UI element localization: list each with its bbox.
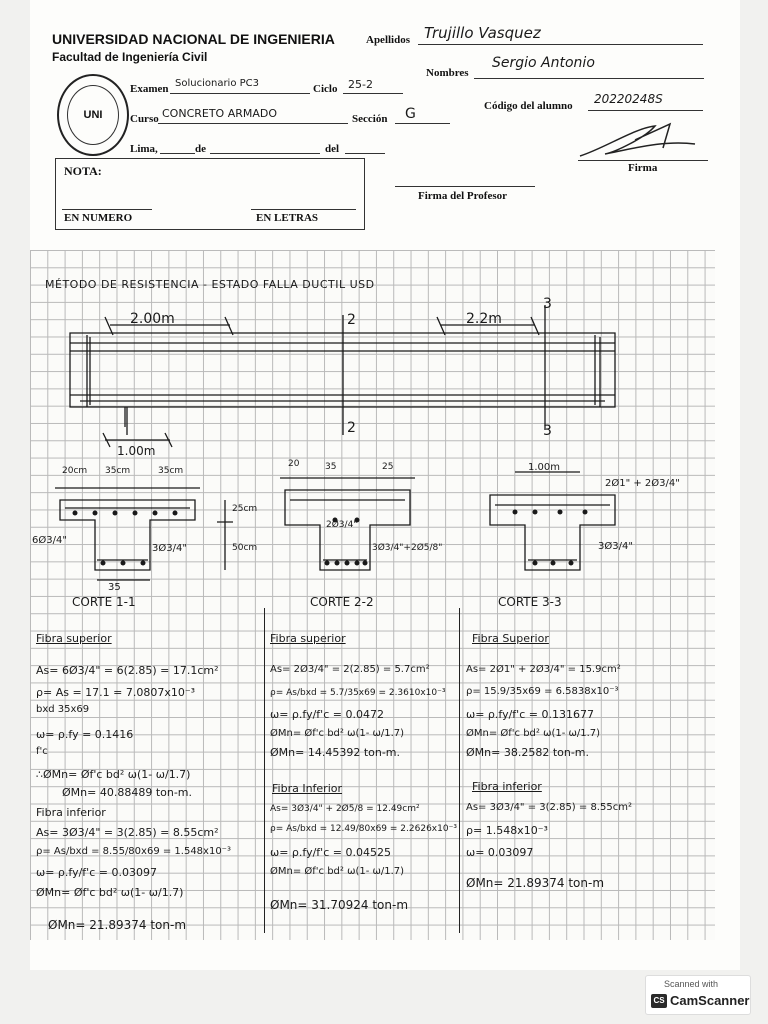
col3-omega: ω= ρ.fy/f'c = 0.131677 [466,708,594,721]
sec3-top-bars: 2Ø1" + 2Ø3/4" [605,478,680,489]
col1-mn-inf-result: ØMn= 21.89374 ton-m [48,918,187,932]
sec3-bottom-bars: 3Ø3/4" [598,541,633,552]
firma-line [578,160,708,161]
col1-fibra-superior: Fibra superior [36,632,112,645]
curso-label: Curso [130,113,159,125]
en-numero-label: EN NUMERO [64,212,133,224]
col1-mn-formula: ∴ØMn= Øf'c bd² ω(1- ω/1.7) [36,768,191,781]
university-seal [57,74,129,156]
seccion-line [395,123,450,124]
col3-rho-inf: ρ= 1.548x10⁻³ [466,824,548,837]
camscanner-line1: Scanned with [664,979,719,989]
sec1-dim-h2: 50cm [232,543,258,553]
col2-rho-inf: ρ= As/bxd = 12.49/80x69 = 2.2626x10⁻³ [270,824,457,834]
examen-line [170,93,310,94]
de-line [210,153,320,154]
sec1-dim-h1: 25cm [232,504,258,514]
apellidos-label: Apellidos [366,34,411,46]
col3-rho: ρ= 15.9/35x69 = 6.5838x10⁻³ [466,686,619,697]
nombres-line [474,78,704,79]
col3-as: As= 2Ø1" + 2Ø3/4" = 15.9cm² [466,664,621,675]
col2-omega-inf: ω= ρ.fy/f'c = 0.04525 [270,846,391,859]
nota-label: NOTA: [64,164,102,178]
ciclo-label: Ciclo [313,83,338,95]
nota-box [55,158,365,230]
lima-line [160,153,195,154]
curso-value: CONCRETO ARMADO [162,107,278,120]
col2-fibra-superior: Fibra superior [270,632,346,645]
sec3-dim-1: 1.00m [528,462,561,473]
column-divider-2 [459,608,460,933]
sec1-dim-bottom: 35 [108,582,121,593]
section-mark-3-bottom: 3 [543,423,552,439]
seal-inner-ring [67,85,119,145]
beam-dim-left: 2.00m [130,311,175,327]
curso-line [158,123,348,124]
ciclo-line [343,93,403,94]
col3-as-inf: As= 3Ø3/4" = 3(2.85) = 8.55cm² [466,802,632,813]
university-name: UNIVERSIDAD NACIONAL DE INGENIERIA [52,31,335,47]
beam-dim-right: 2.2m [466,311,502,327]
camscanner-logo-icon: CS [651,994,667,1008]
faculty-name: Facultad de Ingeniería Civil [52,50,208,64]
col3-mn-inf-result: ØMn= 21.89374 ton-m [466,876,605,890]
col3-fibra-superior: Fibra Superior [472,632,549,645]
col2-omega: ω= ρ.fy/f'c = 0.0472 [270,708,384,721]
sec1-dim-1: 20cm [62,466,88,476]
col2-mn-formula: ØMn= Øf'c bd² ω(1- ω/1.7) [270,728,405,739]
sec2-bottom-bars: 3Ø3/4"+2Ø5/8" [372,543,443,553]
col1-rho-inf: ρ= As/bxd = 8.55/80x69 = 1.548x10⁻³ [36,846,231,857]
sec2-dim-2: 35 [325,462,337,472]
col3-mn-formula: ØMn= Øf'c bd² ω(1- ω/1.7) [466,728,601,739]
section-mark-3-top: 3 [543,296,552,312]
col1-as-inf: As= 3Ø3/4" = 3(2.85) = 8.55cm² [36,826,219,839]
firma-profesor-line [395,186,535,187]
sec1-bottom-bars: 3Ø3/4" [152,543,187,554]
col3-omega-inf: ω= 0.03097 [466,846,534,859]
apellidos-value: Trujillo Vasquez [424,24,541,42]
col2-rho: ρ= As/bxd = 5.7/35x69 = 2.3610x10⁻³ [270,688,446,698]
del-label: del [325,143,340,155]
en-letras-line [251,209,356,210]
camscanner-brand: CamScanner [670,993,750,1008]
col1-mn-inf-formula: ØMn= Øf'c bd² ω(1- ω/1.7) [36,886,184,899]
col2-as: As= 2Ø3/4" = 2(2.85) = 5.7cm² [270,664,430,675]
sec2-top-bars: 2Ø3/4" [326,520,358,530]
col1-as: As= 6Ø3/4" = 6(2.85) = 17.1cm² [36,664,219,677]
sec2-dim-1: 20 [288,459,300,469]
col2-fibra-inferior: Fibra Inferior [272,782,343,795]
col1-rho-denom: bxd 35x69 [36,704,90,715]
col2-mn-result: ØMn= 14.45392 ton-m. [270,746,401,759]
seccion-label: Sección [352,113,388,125]
col1-omega-inf: ω= ρ.fy/f'c = 0.03097 [36,866,157,879]
col1-mn-result: ØMn= 40.88489 ton-m. [62,786,193,799]
camscanner-badge [645,975,751,1015]
col1-rho: ρ= As = 17.1 = 7.0807x10⁻³ [36,686,196,699]
col1-fibra-inferior: Fibra inferior [36,806,106,819]
col2-mn-inf-result: ØMn= 31.70924 ton-m [270,898,409,912]
col2-mn-inf-formula: ØMn= Øf'c bd² ω(1- ω/1.7) [270,866,405,877]
codigo-line [588,110,703,111]
sec1-dim-3: 35cm [158,466,184,476]
sec2-dim-3: 25 [382,462,394,472]
seccion-value: G [405,106,416,122]
firma-profesor-label: Firma del Profesor [418,190,507,202]
corte-2-title: CORTE 2-2 [310,595,374,609]
seal-text: UNI [83,109,103,121]
section-mark-2-top: 2 [347,312,356,328]
nombres-label: Nombres [426,67,469,79]
examen-value: Solucionario PC3 [175,78,260,89]
examen-label: Examen [130,83,169,95]
signature-drawing [575,118,705,163]
codigo-label: Código del alumno [484,100,573,112]
nombres-value: Sergio Antonio [492,55,595,71]
section-mark-2-bottom: 2 [347,420,356,436]
col1-omega-denom: f'c [36,746,48,757]
column-divider-1 [264,608,265,933]
ciclo-value: 25-2 [348,78,373,91]
col2-as-inf: As= 3Ø3/4" + 2Ø5/8 = 12.49cm² [270,804,420,814]
corte-3-title: CORTE 3-3 [498,595,562,609]
de-label: de [195,143,206,155]
del-line [345,153,385,154]
firma-label: Firma [628,162,658,174]
en-letras-label: EN LETRAS [256,212,319,224]
en-numero-line [62,209,152,210]
col3-fibra-inferior: Fibra inferior [472,780,542,793]
col3-mn-result: ØMn= 38.2582 ton-m. [466,746,590,759]
sec1-dim-2: 35cm [105,466,131,476]
beam-dim-bottom: 1.00m [117,444,156,458]
col1-omega: ω= ρ.fy = 0.1416 [36,728,134,741]
sec1-top-bars: 6Ø3/4" [32,535,67,546]
corte-1-title: CORTE 1-1 [72,595,136,609]
apellidos-line [418,44,703,45]
codigo-value: 20220248S [594,92,663,106]
lima-label: Lima, [130,143,158,155]
sheet-title: MÉTODO DE RESISTENCIA - ESTADO FALLA DUCTIL USD [45,278,375,291]
